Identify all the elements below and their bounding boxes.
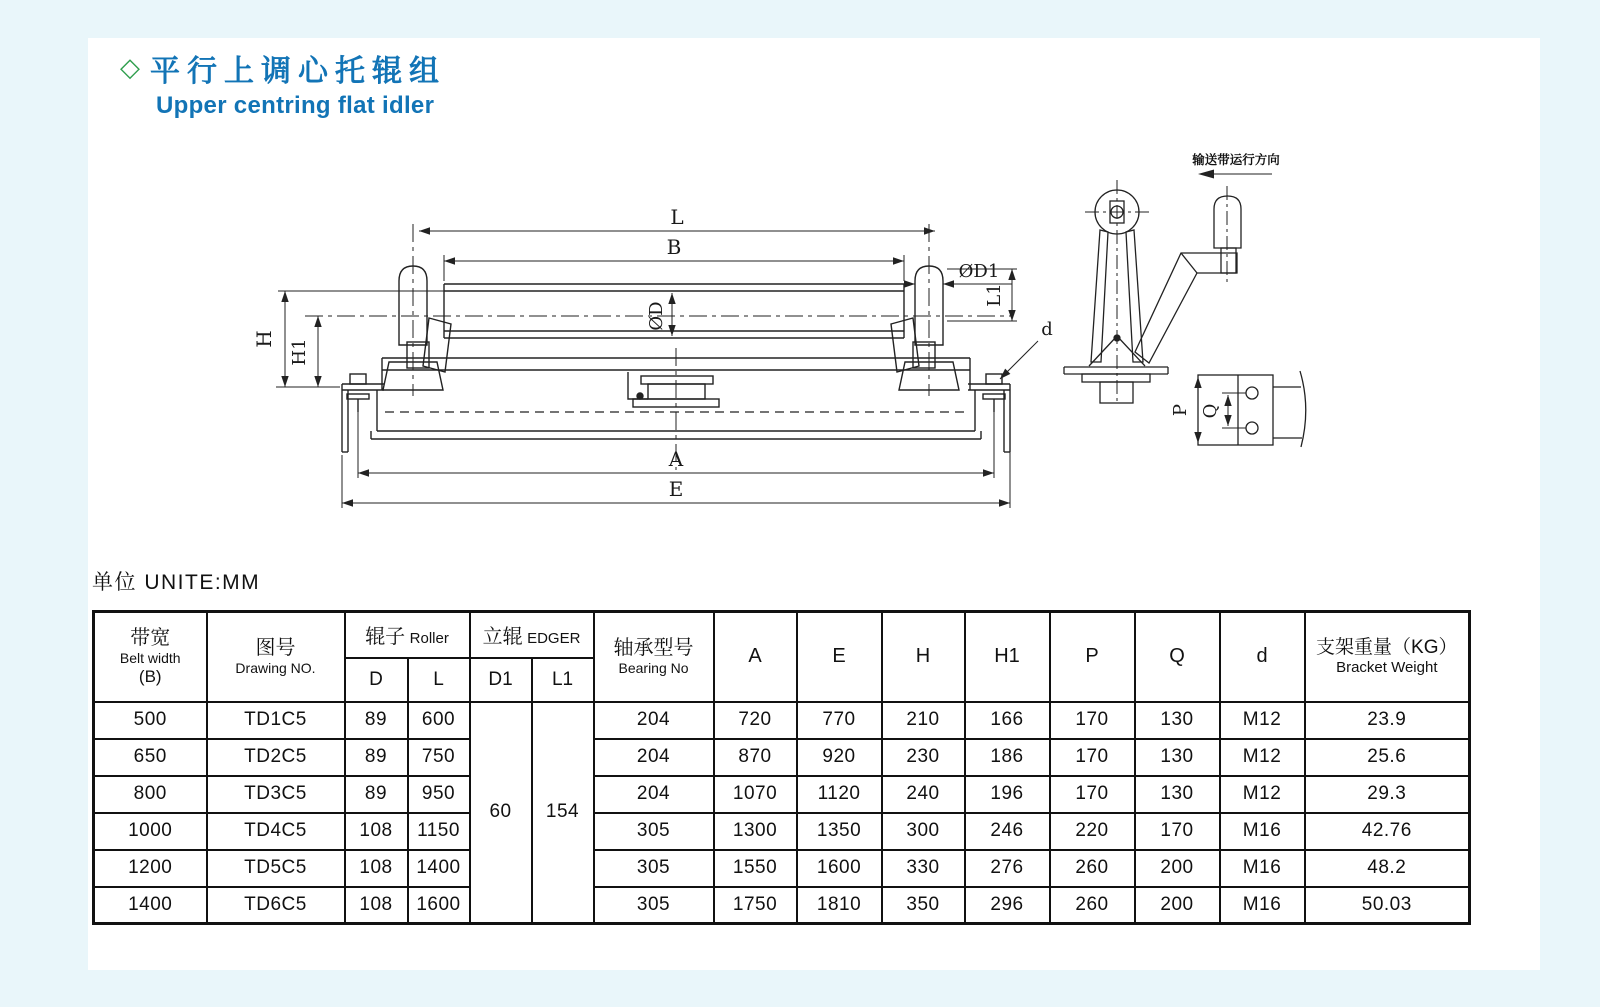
cell-p: 170 — [1050, 776, 1135, 813]
col-header-a: A — [714, 612, 797, 702]
col-header-belt-width — [94, 612, 207, 702]
bearing-zh: 轴承型号 — [613, 636, 694, 659]
unit-note: 单位 UNITE:MM — [92, 571, 261, 594]
belt-direction-note: 输送带运行方向 — [1192, 153, 1280, 167]
cell-p: 170 — [1050, 739, 1135, 776]
cell-belt: 1400 — [94, 887, 207, 924]
cell-dd: M16 — [1220, 887, 1305, 924]
cell-l: 1150 — [408, 813, 470, 850]
dim-label-L1: L1 — [984, 283, 1005, 307]
weight-zh: 支架重量（KG） — [1316, 636, 1458, 658]
cell-drawing: TD1C5 — [207, 702, 345, 739]
col-header-edger-d1: D1 — [470, 658, 532, 702]
cell-h1: 296 — [965, 887, 1050, 924]
cell-bearing: 305 — [594, 813, 714, 850]
col-header-edger-l1: L1 — [532, 658, 594, 702]
cell-h: 300 — [882, 813, 965, 850]
dim-label-P: P — [1170, 403, 1191, 417]
cell-h: 240 — [882, 776, 965, 813]
cell-l: 1400 — [408, 850, 470, 887]
cell-bearing: 204 — [594, 739, 714, 776]
cell-q: 130 — [1135, 702, 1220, 739]
cell-p: 170 — [1050, 702, 1135, 739]
cell-belt: 500 — [94, 702, 207, 739]
col-header-p: P — [1050, 612, 1135, 702]
dim-label-H: H — [252, 330, 276, 348]
cell-h1: 166 — [965, 702, 1050, 739]
cell-a: 720 — [714, 702, 797, 739]
cell-e: 1810 — [797, 887, 882, 924]
cell-weight: 29.3 — [1305, 776, 1470, 813]
cell-weight: 23.9 — [1305, 702, 1470, 739]
cell-drawing: TD2C5 — [207, 739, 345, 776]
cell-q: 130 — [1135, 739, 1220, 776]
table-row — [94, 850, 1470, 887]
dim-label-E: E — [668, 477, 684, 501]
cell-bearing: 204 — [594, 776, 714, 813]
cell-l: 950 — [408, 776, 470, 813]
col-header-roller-l: L — [408, 658, 470, 702]
cell-d: 108 — [345, 887, 408, 924]
roller-en: Roller — [409, 630, 449, 648]
cell-a: 1750 — [714, 887, 797, 924]
table-row — [94, 887, 1470, 924]
cell-l: 1600 — [408, 887, 470, 924]
cell-h: 330 — [882, 850, 965, 887]
dim-label-L: L — [670, 205, 684, 229]
cell-p: 260 — [1050, 850, 1135, 887]
cell-p: 220 — [1050, 813, 1135, 850]
col-group-edger — [470, 612, 594, 658]
cell-q: 200 — [1135, 850, 1220, 887]
cell-belt: 800 — [94, 776, 207, 813]
cell-belt: 1200 — [94, 850, 207, 887]
cell-a: 1070 — [714, 776, 797, 813]
dim-label-B: B — [666, 235, 682, 259]
cell-bearing: 204 — [594, 702, 714, 739]
cell-e: 1600 — [797, 850, 882, 887]
cell-drawing: TD6C5 — [207, 887, 345, 924]
cell-h1: 246 — [965, 813, 1050, 850]
cell-bearing: 305 — [594, 887, 714, 924]
cell-q: 200 — [1135, 887, 1220, 924]
cell-dd: M16 — [1220, 813, 1305, 850]
roller-zh: 辊子 — [365, 626, 406, 649]
cell-p: 260 — [1050, 887, 1135, 924]
cell-dd: M16 — [1220, 850, 1305, 887]
belt-width-en: Belt width — [119, 650, 181, 667]
diamond-bullet-icon: ◇ — [120, 51, 140, 82]
title-english: Upper centring flat idler — [156, 92, 435, 119]
side-view-dimensions — [1198, 170, 1272, 444]
cell-l1-merged: 154 — [532, 702, 594, 924]
cell-e: 1350 — [797, 813, 882, 850]
col-header-bearing — [594, 612, 714, 702]
col-header-h: H — [882, 612, 965, 702]
cell-weight: 48.2 — [1305, 850, 1470, 887]
col-header-e: E — [797, 612, 882, 702]
cell-drawing: TD3C5 — [207, 776, 345, 813]
col-header-roller-d: D — [345, 658, 408, 702]
dim-label-Q: Q — [1200, 403, 1221, 419]
cell-weight: 42.76 — [1305, 813, 1470, 850]
cell-d: 108 — [345, 813, 408, 850]
col-header-drawing-no — [207, 612, 345, 702]
cell-l: 750 — [408, 739, 470, 776]
cell-l: 600 — [408, 702, 470, 739]
cell-h1: 196 — [965, 776, 1050, 813]
table-row — [94, 813, 1470, 850]
title-zh-text: 平行上调心托辊组 — [150, 55, 446, 88]
col-header-q: Q — [1135, 612, 1220, 702]
cell-belt: 650 — [94, 739, 207, 776]
cell-e: 1120 — [797, 776, 882, 813]
col-header-bracket-weight — [1305, 612, 1470, 702]
cell-q: 170 — [1135, 813, 1220, 850]
belt-width-symbol: (B) — [138, 666, 162, 686]
weight-en: Bracket Weight — [1336, 658, 1438, 676]
dim-label-d: d — [1041, 319, 1053, 340]
cell-drawing: TD4C5 — [207, 813, 345, 850]
cell-a: 1300 — [714, 813, 797, 850]
cell-e: 920 — [797, 739, 882, 776]
cell-d: 89 — [345, 739, 408, 776]
cell-h1: 276 — [965, 850, 1050, 887]
cell-d1-merged: 60 — [470, 702, 532, 924]
belt-width-zh: 带宽 — [130, 627, 171, 650]
cell-h: 230 — [882, 739, 965, 776]
cell-h: 350 — [882, 887, 965, 924]
col-group-roller — [345, 612, 470, 658]
drawing-no-en: Drawing NO. — [235, 659, 316, 676]
dim-label-OD: ØD — [646, 301, 667, 331]
cell-belt: 1000 — [94, 813, 207, 850]
spec-table — [92, 610, 1471, 925]
cell-weight: 25.6 — [1305, 739, 1470, 776]
table-row — [94, 776, 1470, 813]
table-row — [94, 739, 1470, 776]
cell-h: 210 — [882, 702, 965, 739]
edger-zh: 立辊 — [482, 626, 523, 649]
cell-dd: M12 — [1220, 702, 1305, 739]
drawing-no-zh: 图号 — [255, 636, 296, 659]
col-header-h1: H1 — [965, 612, 1050, 702]
edger-en: EDGER — [527, 630, 581, 648]
cell-d: 108 — [345, 850, 408, 887]
side-view-axes — [1085, 180, 1227, 404]
cell-h1: 186 — [965, 739, 1050, 776]
col-header-d-bolt: d — [1220, 612, 1305, 702]
bearing-en: Bearing No — [618, 659, 689, 676]
cell-weight: 50.03 — [1305, 887, 1470, 924]
cell-dd: M12 — [1220, 776, 1305, 813]
table-row — [94, 702, 1470, 739]
cell-a: 1550 — [714, 850, 797, 887]
cell-dd: M12 — [1220, 739, 1305, 776]
cell-d: 89 — [345, 776, 408, 813]
cell-drawing: TD5C5 — [207, 850, 345, 887]
cell-q: 130 — [1135, 776, 1220, 813]
cell-e: 770 — [797, 702, 882, 739]
cell-bearing: 305 — [594, 850, 714, 887]
cell-d: 89 — [345, 702, 408, 739]
cell-a: 870 — [714, 739, 797, 776]
dim-label-A: A — [668, 447, 684, 471]
dim-label-H1: H1 — [289, 338, 310, 366]
dim-label-OD1: ØD1 — [958, 261, 1000, 282]
